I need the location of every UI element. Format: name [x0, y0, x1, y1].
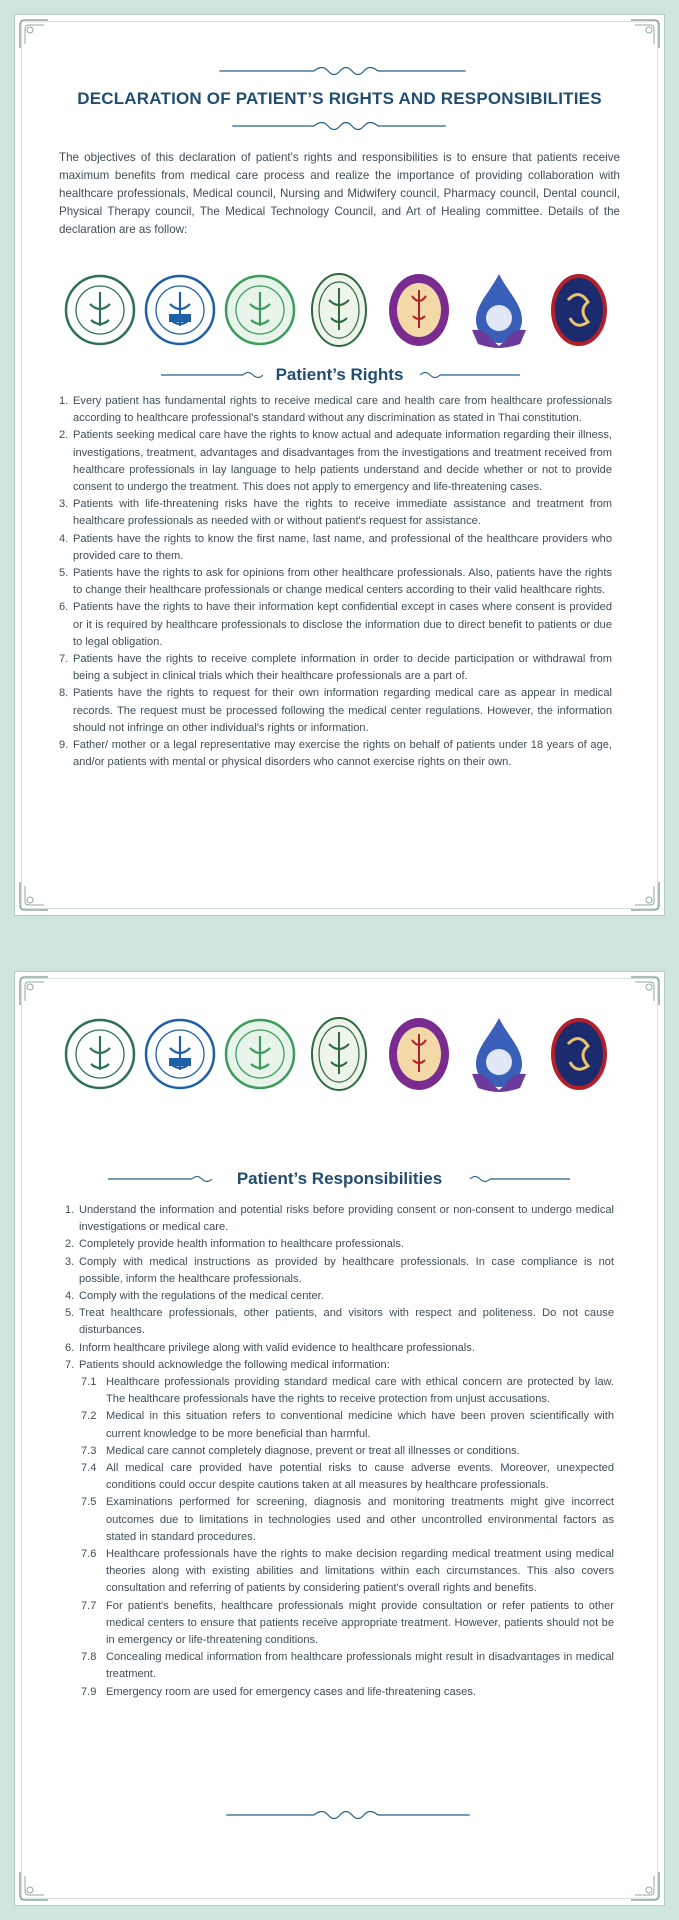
item-text: Patients have the rights to have their information kept confidential except in cases where consent is provided or it is required by healthcare professionals to disclose the information due to direct benefit to patients or due to legal obligation. — [73, 601, 612, 648]
corner-ornament-icon — [17, 879, 51, 913]
pharmacy-council-seal-icon — [223, 1014, 297, 1094]
corner-ornament-icon — [628, 974, 662, 1008]
medical-council-seal-icon — [63, 270, 137, 350]
item-number: 4. — [65, 1290, 75, 1303]
page-title: DECLARATION OF PATIENT’S RIGHTS AND RESPONSIBILITIES — [77, 89, 602, 108]
corner-ornament-icon — [628, 1869, 662, 1903]
rights-list — [59, 393, 612, 771]
intro-paragraph: The objectives of this declaration of patient's rights and responsibilities is to ensure that patients receive maximum benefits from medical care process and realize the importance of providing collaboration with healthcare professionals, Medical council, Nursing and Midwifery council, Pharmacy council, Dental council, Physical Therapy council, The Medical Technology Council, and Art of Healing committee. Details of the declaration are as follow: — [59, 151, 620, 236]
item-text: Comply with the regulations of the medical center. — [79, 1290, 324, 1303]
responsibility-item — [65, 1288, 614, 1305]
rights-item — [59, 651, 612, 685]
item-number: 1. — [65, 1204, 75, 1216]
sub-item-number: 7.7 — [81, 1599, 97, 1612]
rights-heading — [15, 363, 664, 387]
responsibilities-page — [14, 971, 665, 1906]
item-text: Patients have the rights to ask for opinions from other healthcare professionals. Also, patients have the rights to change their healthcare professionals or change medical centers according to their valid healthcare rights. — [73, 567, 612, 597]
item-text: Patients should acknowledge the following medical information: — [79, 1358, 390, 1371]
item-text: Inform healthcare privilege along with valid evidence to healthcare professionals. — [79, 1341, 475, 1354]
sub-item-number: 7.5 — [81, 1496, 97, 1509]
council-logos-row — [63, 268, 616, 352]
sub-item-text: Medical care cannot completely diagnose, prevent or treat all illnesses or conditions. — [106, 1444, 520, 1457]
rights-page — [14, 14, 665, 916]
sub-item-text: All medical care provided have potential risks to cause adverse events. Moreover, unexpected conditions could occur despite cautions taken at all measures by healthcare professionals. — [106, 1462, 614, 1492]
rights-item — [59, 599, 612, 651]
item-text: Patients seeking medical care have the rights to know actual and adequate information regarding their illness, investigations, treatment, advantages and disadvantages from the investigations and treatment received from healthcare professionals in lay language to help patients understand and decide whether or not to provide consent to undergo the treatment. This does not apply to emergency and life-threatening cases. — [73, 429, 612, 494]
rights-item — [59, 427, 612, 496]
responsibility-item — [65, 1254, 614, 1288]
item-number: 4. — [59, 532, 69, 545]
sub-item-text: Medical in this situation refers to conventional medicine which have been proven scientifically with current knowledge to be more beneficial than harmful. — [106, 1410, 614, 1440]
item-number: 1. — [59, 395, 69, 407]
item-number: 9. — [59, 739, 69, 752]
item-number: 5. — [65, 1307, 75, 1320]
rights-item — [59, 685, 612, 737]
sub-item-number: 7.6 — [81, 1548, 97, 1561]
nursing-council-seal-icon — [143, 1014, 217, 1094]
pharmacy-council-seal-icon — [223, 270, 297, 350]
item-text: Father/ mother or a legal representative may exercise the rights on behalf of patients under 18 years of age, and/or patients with mental or physical disorders who cannot exercise rights on their own. — [73, 739, 612, 769]
item-number: 7. — [65, 1358, 75, 1371]
responsibility-item — [65, 1236, 614, 1253]
item-text: Patients have the rights to receive complete information in order to decide participation or withdrawal from being a subject in clinical trials which their healthcare professionals are a part of. — [73, 653, 612, 683]
item-text: Comply with medical instructions as provided by healthcare professionals. In case compliance is not possible, inform the healthcare professionals. — [79, 1255, 614, 1285]
physical-therapy-council-seal-icon — [302, 1014, 376, 1094]
item-number: 7. — [59, 653, 69, 666]
rights-item — [59, 393, 612, 427]
responsibilities-list — [65, 1202, 614, 1701]
sub-item — [79, 1546, 614, 1598]
item-number: 2. — [59, 429, 69, 442]
item-text: Patients have the rights to know the first name, last name, and professional of the healthcare providers who provided care to them. — [73, 532, 612, 562]
item-number: 6. — [59, 601, 69, 614]
sub-item-text: Examinations performed for screening, diagnosis and monitoring treatments might give incorrect outcomes due to limitations in technologies used and other uncontrolled environmental factors as stated in standard procedures. — [106, 1496, 614, 1543]
council-logos-row — [63, 1012, 616, 1096]
item-number: 2. — [65, 1238, 75, 1251]
responsibility-item — [65, 1202, 614, 1236]
sub-item-text: For patient's benefits, healthcare professionals might provide consultation or refer patients to other medical centers to ensure that patients receive appropriate treatment. However, patients should not be in emergency or life-threatening conditions. — [106, 1599, 614, 1647]
art-of-healing-seal-icon — [542, 270, 616, 350]
medical-technology-council-seal-icon — [462, 1014, 536, 1094]
sub-item — [79, 1494, 614, 1546]
responsibility-item — [65, 1305, 614, 1339]
responsibilities-heading — [15, 1167, 664, 1191]
sub-item — [79, 1460, 614, 1494]
bottom-flourish-icon — [15, 1807, 664, 1823]
sub-item — [79, 1684, 614, 1701]
item-text: Treat healthcare professionals, other patients, and visitors with respect and politeness. Do not cause disturbances. — [79, 1307, 614, 1337]
dental-council-seal-icon — [382, 270, 456, 350]
sub-item-text: Healthcare professionals have the rights to make decision regarding medical treatment using medical theories along with existing abilities and limitations within each circumstances. This also covers consultation and referring of patients by considering patient's overall rights and benefits. — [106, 1548, 614, 1595]
sub-list — [79, 1374, 614, 1701]
responsibility-item — [65, 1340, 614, 1357]
item-number: 3. — [59, 498, 69, 511]
corner-ornament-icon — [17, 17, 51, 51]
responsibilities-heading-text: Patient’s Responsibilities — [233, 1169, 446, 1188]
item-text: Every patient has fundamental rights to receive medical care and health care from healthcare professionals according to healthcare professional's standard without any discrimination as stated in Thai constitution. — [73, 395, 612, 425]
title-flourish-icon — [15, 118, 664, 134]
sub-item-number: 7.3 — [81, 1444, 97, 1457]
rights-item — [59, 737, 612, 771]
top-flourish-icon — [15, 63, 664, 79]
medical-technology-council-seal-icon — [462, 270, 536, 350]
sub-item-number: 7.2 — [81, 1410, 97, 1423]
item-number: 3. — [65, 1255, 75, 1268]
rights-item — [59, 531, 612, 565]
physical-therapy-council-seal-icon — [302, 270, 376, 350]
medical-council-seal-icon — [63, 1014, 137, 1094]
sub-item — [79, 1443, 614, 1460]
item-text: Completely provide health information to healthcare professionals. — [79, 1238, 404, 1251]
nursing-council-seal-icon — [143, 270, 217, 350]
sub-item-number: 7.8 — [81, 1651, 97, 1664]
rights-item — [59, 565, 612, 599]
item-number: 5. — [59, 567, 69, 580]
item-text: Understand the information and potential risks before providing consent or non-consent to undergo medical investigations or medical care. — [79, 1204, 614, 1234]
sub-item — [79, 1374, 614, 1408]
rights-heading-text: Patient’s Rights — [272, 365, 408, 384]
corner-ornament-icon — [628, 17, 662, 51]
sub-item-text: Healthcare professionals providing standard medical care with ethical concern are protected by law. The healthcare professionals have the rights to receive protection from unjust accusations. — [106, 1376, 614, 1406]
sub-item-text: Concealing medical information from healthcare professionals might result in disadvantages in medical treatment. — [106, 1651, 614, 1681]
rights-item — [59, 496, 612, 530]
sub-item-text: Emergency room are used for emergency cases and life-threatening cases. — [106, 1685, 476, 1698]
sub-item — [79, 1649, 614, 1683]
item-text: Patients have the rights to request for their own information regarding medical care as appear in medical records. The request must be processed following the medical center regulations. However, the information should not infringe on other individual's rights or information. — [73, 687, 612, 734]
item-text: Patients with life-threatening risks have the rights to receive immediate assistance and treatment from healthcare professionals as needed with or without patient's request for assistance. — [73, 498, 612, 528]
sub-item-number: 7.9 — [81, 1685, 97, 1698]
corner-ornament-icon — [17, 974, 51, 1008]
sub-item-number: 7.4 — [81, 1462, 97, 1475]
item-number: 6. — [65, 1341, 75, 1354]
corner-ornament-icon — [17, 1869, 51, 1903]
sub-item — [79, 1408, 614, 1442]
sub-item-number: 7.1 — [81, 1376, 97, 1389]
corner-ornament-icon — [628, 879, 662, 913]
dental-council-seal-icon — [382, 1014, 456, 1094]
sub-item — [79, 1598, 614, 1650]
responsibility-item — [65, 1357, 614, 1701]
art-of-healing-seal-icon — [542, 1014, 616, 1094]
item-number: 8. — [59, 687, 69, 700]
